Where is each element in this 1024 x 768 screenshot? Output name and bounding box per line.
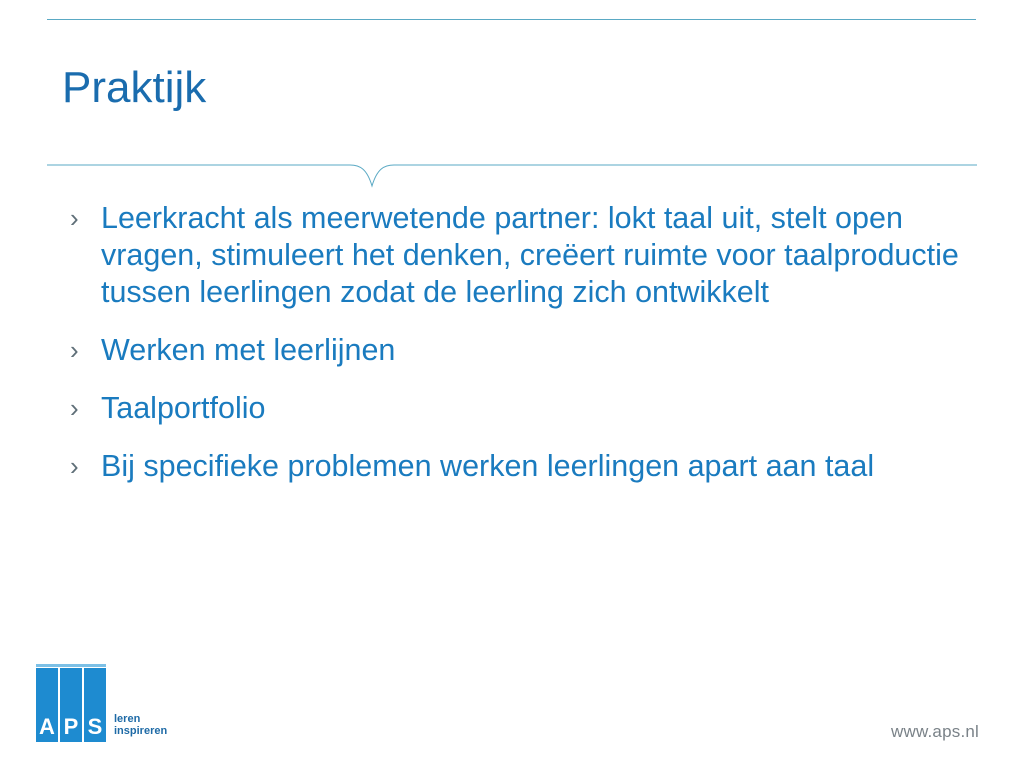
bullet-text: Bij specifieke problemen werken leerlingen apart aan taal <box>101 449 875 483</box>
bullet-item <box>70 200 970 311</box>
bullet-list <box>70 200 970 506</box>
slide-title: Praktijk <box>62 63 207 112</box>
logo-tagline-leren: leren <box>114 713 141 725</box>
top-rule <box>47 19 976 20</box>
logo-tagline-inspireren: inspireren <box>114 725 168 737</box>
bullet-text: Taalportfolio <box>101 391 266 425</box>
bullet-chevron-icon: › <box>70 451 79 481</box>
bullet-item <box>70 332 970 369</box>
bullet-text: Leerkracht als meerwetende partner: lokt taal uit, stelt open vragen, stimuleert het denken, creëert ruimte voor taalproductie tussen leerlingen zodat de leerling zich ontwikkelt <box>101 201 959 309</box>
bullet-chevron-icon: › <box>70 203 79 233</box>
bullet-text: Werken met leerlijnen <box>101 333 396 367</box>
aps-logo <box>36 664 186 742</box>
bullet-item <box>70 448 970 485</box>
bullet-chevron-icon: › <box>70 335 79 365</box>
title-divider <box>47 155 977 191</box>
footer-url: www.aps.nl <box>891 722 979 741</box>
bullet-chevron-icon: › <box>70 393 79 423</box>
bullet-item <box>70 390 970 427</box>
svg-text:A: A <box>39 714 55 739</box>
svg-text:P: P <box>63 714 79 739</box>
svg-text:S: S <box>87 714 103 739</box>
